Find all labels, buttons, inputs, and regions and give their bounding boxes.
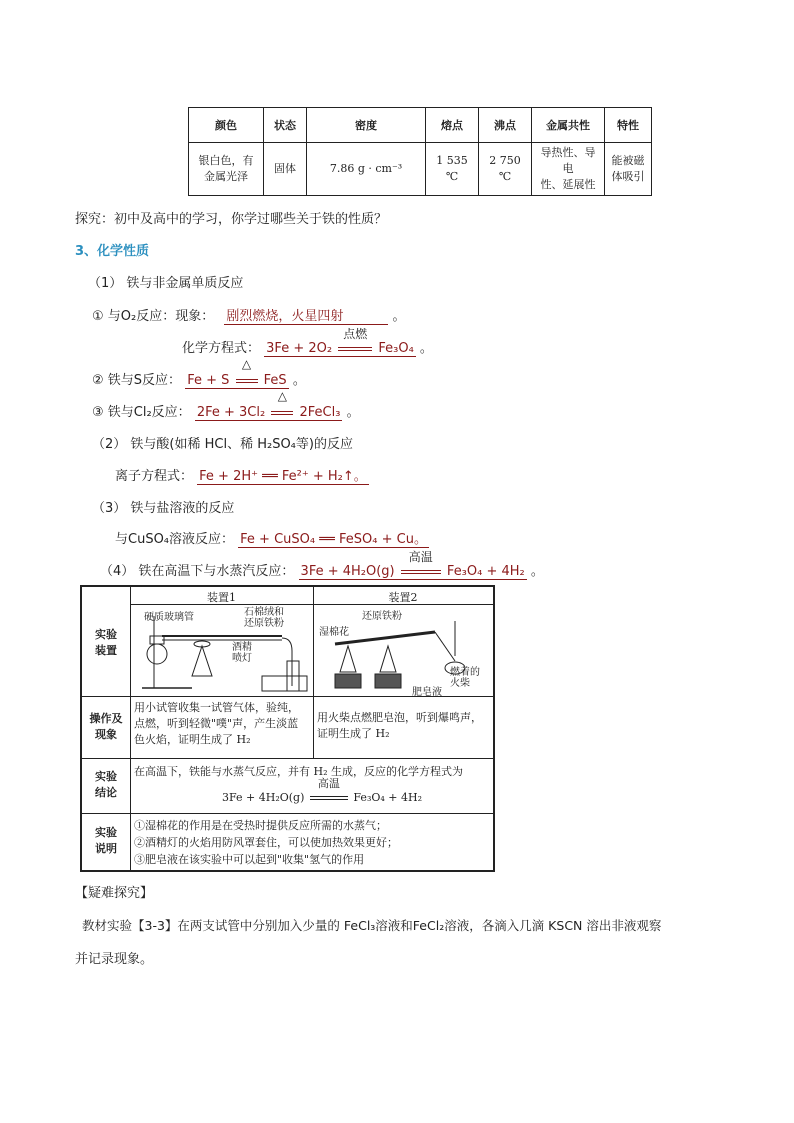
concl-eq-condition: 高温: [317, 777, 340, 790]
row-label-notes: 实验 说明: [95, 826, 117, 855]
cl-label: ③ 铁与Cl₂反应：: [92, 405, 191, 420]
label-alcohol-lamp: 酒精 喷灯: [232, 642, 252, 664]
row-label-conclusion: 实验 结论: [95, 770, 117, 799]
label-burning-match: 燃着的 火柴: [450, 667, 480, 689]
o2-eq-right: Fe₃O₄: [378, 341, 414, 356]
cuso4-label: 与CuSO₄溶液反应：: [115, 532, 235, 547]
td-density: 7.86 g · cm⁻³: [307, 143, 426, 196]
device-2-header: 装置2: [388, 591, 418, 604]
steam-eq-left: 3Fe + 4H₂O(g): [300, 564, 395, 579]
o2-period: 。: [392, 309, 406, 324]
cl-equation: [195, 389, 343, 421]
label-reduced-iron: 还原铁粉: [362, 611, 402, 622]
row-label-apparatus: 实验 装置: [95, 628, 117, 657]
steam-reaction-line: [100, 550, 544, 580]
cuso4-line: [115, 528, 429, 548]
device-1-header: 装置1: [207, 591, 236, 604]
operation-device-1: 用小试管收集一试管气体，验纯， 点燃，听到轻微"噗"声，产生淡蓝 色火焰，证明生成了 H₂: [134, 701, 299, 746]
subsection-3: （3） 铁与盐溶液的反应: [92, 501, 235, 516]
s-eq-left: Fe + S: [187, 373, 230, 388]
ion-equation-line: [115, 465, 369, 485]
s-reaction-line: [92, 357, 306, 389]
td-melting: 1 535 ℃: [426, 143, 479, 196]
o2-phenomenon: 剧烈燃烧，火星四射: [224, 305, 388, 325]
o2-eq-left: 3Fe + 2O₂: [266, 341, 333, 356]
td-state: 固体: [264, 143, 307, 196]
s-eq-condition: △: [241, 357, 252, 371]
th-metal-props: 金属共性: [532, 108, 605, 143]
steam-eq-right: Fe₃O₄ + 4H₂: [446, 564, 525, 579]
td-color: 银白色，有 金属光泽: [189, 143, 264, 196]
o2-eq-period: 。: [419, 341, 433, 356]
cuso4-equation: Fe + CuSO₄ ══ FeSO₄ + Cu。: [238, 528, 429, 548]
o2-reaction-line: [92, 305, 406, 325]
steam-label: （4） 铁在高温下与水蒸汽反应：: [100, 564, 295, 579]
row-label-operation: 操作及 现象: [89, 712, 123, 741]
td-boiling: 2 750 ℃: [479, 143, 532, 196]
steam-eq-condition: 高温: [408, 550, 433, 564]
th-density: 密度: [307, 108, 426, 143]
o2-equation: [264, 327, 416, 357]
subsection-1: （1） 铁与非金属单质反应: [88, 276, 244, 291]
experiment-notes: ①湿棉花的作用是在受热时提供反应所需的水蒸气； ②酒精灯的火焰用防风罩套住，可以使加热效果更好； ③肥皂液在该实验中可以起到"收集"氢气的作用: [134, 819, 398, 866]
concl-eq-right: Fe₃O₄ + 4H₂: [353, 791, 422, 804]
cl-period: 。: [346, 405, 360, 420]
th-melting: 熔点: [426, 108, 479, 143]
section-3-heading: 3、化学性质: [75, 244, 150, 259]
subsection-2: （2） 铁与酸(如稀 HCl、稀 H₂SO₄等)的反应: [92, 437, 353, 452]
concl-eq-left: 3Fe + 4H₂O(g): [222, 791, 305, 804]
th-special: 特性: [605, 108, 652, 143]
o2-label: ① 与O₂反应：现象：: [92, 309, 215, 324]
iron-properties-table: [188, 107, 652, 196]
label-asbestos-wool: 石棉绒和 还原铁粉: [244, 607, 284, 629]
doubt-text-line-2: 并记录现象。: [75, 952, 154, 967]
th-boiling: 沸点: [479, 108, 532, 143]
cl-eq-condition: △: [277, 389, 287, 403]
td-special: 能被磁 体吸引: [605, 143, 652, 196]
o2-eq-label: 化学方程式：: [182, 341, 261, 356]
doubt-title: 【疑难探究】: [75, 886, 154, 901]
steam-equation: [299, 550, 527, 580]
explore-question: 探究：初中及高中的学习，你学过哪些关于铁的性质？: [75, 212, 388, 227]
cl-eq-right: 2FeCl₃: [299, 405, 341, 420]
conclusion-text: 在高温下，铁能与水蒸气反应，并有 H₂ 生成，反应的化学方程式为: [134, 765, 463, 778]
th-color: 颜色: [189, 108, 264, 143]
label-wet-cotton: 湿棉花: [319, 627, 349, 638]
cl-eq-left: 2Fe + 3Cl₂: [196, 405, 266, 420]
s-label: ② 铁与S反应：: [92, 373, 182, 388]
o2-eq-condition: 点燃: [343, 327, 368, 341]
th-state: 状态: [264, 108, 307, 143]
td-metal-props: 导热性、导电 性、延展性: [532, 143, 605, 196]
doubt-text-line-1: 教材实验【3-3】在两支试管中分别加入少量的 FeCl₃溶液和FeCl₂溶液，各滴入几滴 KSCN 溶出非液观察: [82, 918, 662, 933]
label-hard-glass-tube: 硬质玻璃管: [144, 612, 194, 623]
conclusion-equation: [222, 777, 422, 804]
s-equation: [185, 357, 289, 389]
o2-equation-line: [182, 327, 433, 357]
label-soap-solution: 肥皂液: [412, 687, 442, 698]
operation-device-2: 用火柴点燃肥皂泡，听到爆鸣声， 证明生成了 H₂: [317, 711, 482, 740]
cl-reaction-line: [92, 389, 360, 421]
s-eq-right: FeS: [263, 373, 287, 388]
ion-equation: Fe + 2H⁺ ══ Fe²⁺ + H₂↑。: [197, 465, 369, 485]
ion-label: 离子方程式：: [115, 469, 194, 484]
s-period: 。: [292, 373, 306, 388]
experiment-table: [80, 585, 495, 872]
steam-period: 。: [530, 564, 544, 579]
